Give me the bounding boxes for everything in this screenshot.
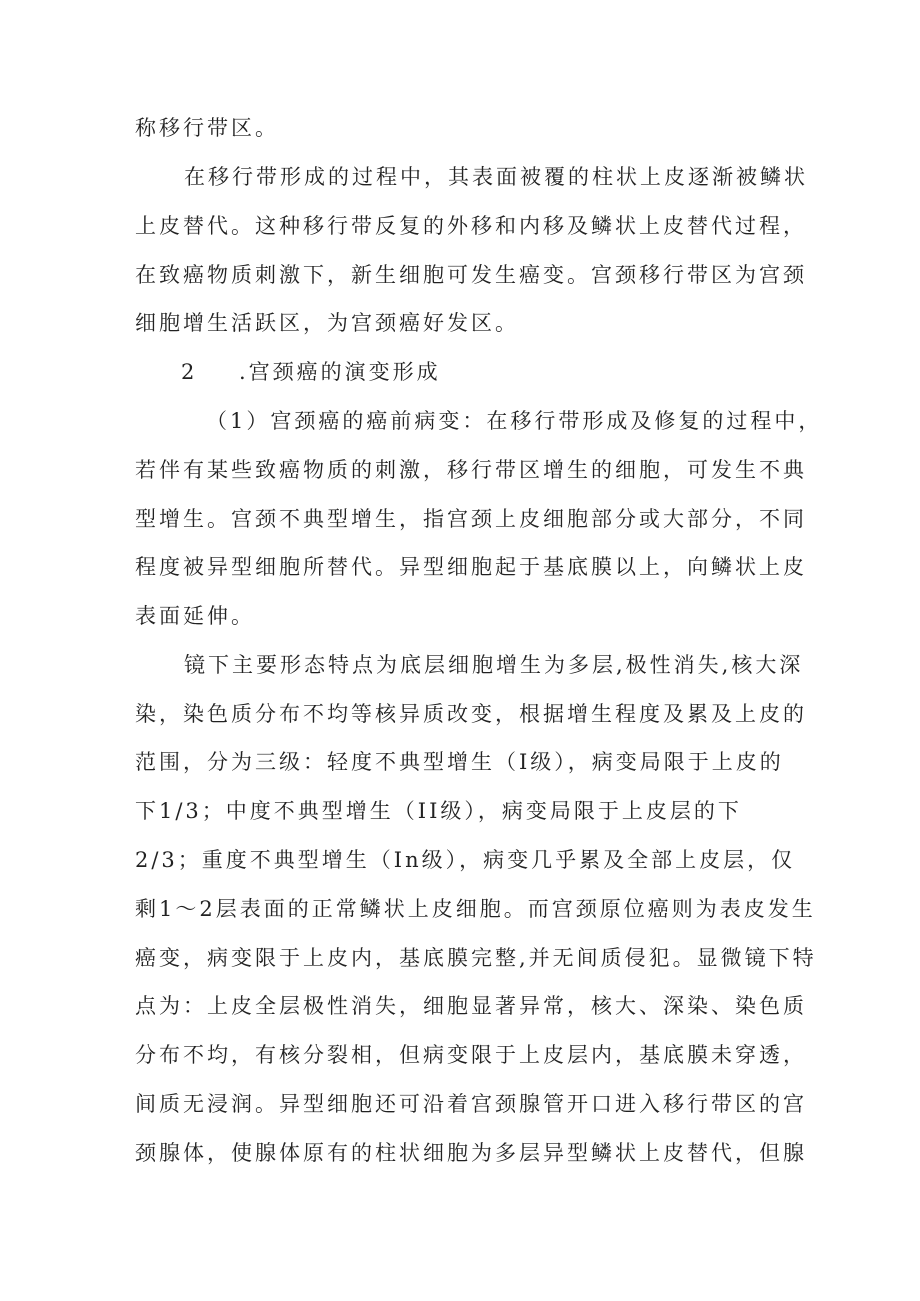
text-line: 称移行带区。 <box>135 116 279 140</box>
text-line: 细胞增生活跃区，为宫颈癌好发区。 <box>135 311 519 335</box>
text-line: 剩1～2层表面的正常鳞状上皮细胞。而宫颈原位癌则为表皮发生 <box>135 897 816 921</box>
text-line: 2/3；重度不典型增生（In级），病变几乎累及全部上皮层，仅 <box>135 848 796 872</box>
text-line: 型增生。宫颈不典型增生，指宫颈上皮细胞部分或大部分，不同 <box>135 507 807 531</box>
text-line: 若伴有某些致癌物质的刺激，移行带区增生的细胞，可发生不典 <box>135 458 807 482</box>
section-number: 2 <box>181 360 198 384</box>
text-line: 下1/3；中度不典型增生（II级），病变局限于上皮层的下 <box>135 799 742 823</box>
paragraph-first-line: 在移行带形成的过程中，其表面被覆的柱状上皮逐渐被鳞状 <box>184 165 808 189</box>
paragraph-first-line: （1）宫颈癌的癌前病变：在移行带形成及修复的过程中， <box>206 409 823 433</box>
text-line: 癌变，病变限于上皮内，基底膜完整,并无间质侵犯。显微镜下特 <box>135 946 817 970</box>
text-line: 染，染色质分布不均等核异质改变，根据增生程度及累及上皮的 <box>135 702 807 726</box>
text-line: 程度被异型细胞所替代。异型细胞起于基底膜以上，向鳞状上皮 <box>135 555 807 579</box>
text-line: 范围，分为三级：轻度不典型增生（I级），病变局限于上皮的 <box>135 750 784 774</box>
paragraph-first-line: 镜下主要形态特点为底层细胞增生为多层,极性消失,核大深 <box>184 653 804 677</box>
section-heading <box>181 358 441 386</box>
text-line: 点为：上皮全层极性消失，细胞显著异常，核大、深染、染色质 <box>135 994 807 1018</box>
text-line: 在致癌物质刺激下，新生细胞可发生癌变。宫颈移行带区为宫颈 <box>135 263 807 287</box>
text-line: 间质无浸润。异型细胞还可沿着宫颈腺管开口进入移行带区的宫 <box>135 1092 807 1116</box>
text-line: 分布不均，有核分裂相，但病变限于上皮层内，基底膜未穿透， <box>135 1043 807 1067</box>
section-title: .宫颈癌的演变形成 <box>239 360 441 384</box>
text-line: 颈腺体，使腺体原有的柱状细胞为多层异型鳞状上皮替代，但腺 <box>135 1141 807 1165</box>
text-line: 表面延伸。 <box>135 604 255 628</box>
text-line: 上皮替代。这种移行带反复的外移和内移及鳞状上皮替代过程， <box>135 214 807 238</box>
